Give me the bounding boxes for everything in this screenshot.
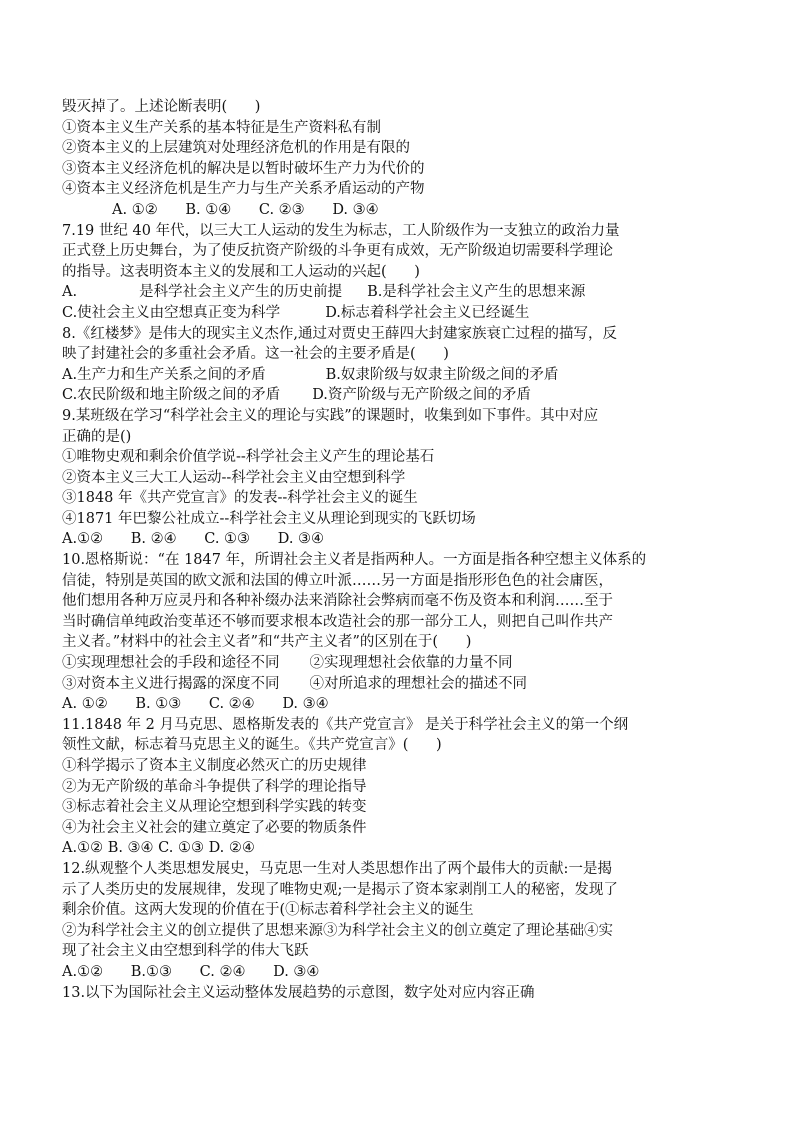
option-b: B.是科学社会主义产生的思想来源 [367,284,586,301]
question-stem: 正式登上历史舞台，为了使反抗资产阶级的斗争更有成效，无产阶级迫切需要科学理论 [62,243,613,260]
answer-options-row [62,385,738,406]
statement: ①资本主义生产关系的基本特征是生产资料私有制 [62,119,381,136]
question-stem: 8.《红楼梦》是伟大的现实主义杰作,通过对贾史王薛四大封建家族衰亡过程的描写，反 [62,325,617,342]
option-c: C.使社会主义由空想真正变为科学 [62,304,281,321]
question-stem: 示了人类历史的发展规律，发现了唯物史观;一是揭示了资本家剥削工人的秘密，发现了 [62,881,618,898]
statement-row [62,653,738,674]
answer-options: A.①② B. ②④ C. ①③ D. ③④ [62,531,325,548]
option-c: C.农民阶级和地主阶级之间的矛盾 [62,387,281,404]
statement: ④为社会主义社会的建立奠定了必要的物质条件 [62,819,367,836]
answer-options: A.①② B.①③ C. ②④ D. ③④ [62,963,320,980]
statement: ①实现理想社会的手段和途径不同 [62,655,280,672]
question-stem: 10.恩格斯说：“在 1847 年，所谓社会主义者是指两种人。一方面是指各种空想主义体系的 [62,552,647,569]
statement: ②为无产阶级的革命斗争提供了科学的理论指导 [62,778,367,795]
question-6-continuation [62,97,738,221]
option-a-letter: A. [62,284,78,301]
statement: ②实现理想社会依靠的力量不同 [309,655,513,672]
question-12 [62,859,738,983]
question-stem: 11.1848 年 2 月马克思、恩格斯发表的《共产党宣言》 是关于科学社会主义的第一个纲 [62,716,629,733]
question-stem: 信徒，特别是英国的欧文派和法国的傅立叶派……另一方面是指形形色色的社会庸医， [62,572,613,589]
question-7 [62,221,738,324]
question-stem: 7.19 世纪 40 年代，以三大工人运动的发生为标志，工人阶级作为一支独立的政治力量 [62,222,620,239]
question-11 [62,715,738,859]
statement: ③1848 年《共产党宣言》的发表--科学社会主义的诞生 [62,490,418,507]
answer-options: A. ①② B. ①③ C. ②④ D. ③④ [62,696,329,713]
answer-options: A. ①② B. ①④ C. ②③ D. ③④ [112,201,379,218]
question-13 [62,983,738,1004]
option-d: D.标志着科学社会主义已经诞生 [325,304,530,321]
answer-options-row [62,303,738,324]
question-stem: 他们想用各种万应灵丹和各种补缀办法来消除社会弊病而毫不伤及资本和利润……至于 [62,593,613,610]
statement: ④资本主义经济危机是生产力与生产关系矛盾运动的产物 [62,181,425,198]
answer-options: A.①② B. ③④ C. ①③ D. ②④ [62,840,255,857]
question-stem: 映了封建社会的多重社会矛盾。这一社会的主要矛盾是( ) [62,346,449,363]
question-10 [62,550,738,715]
question-stem: 主义者。”材料中的社会主义者”和“共产主义者”的区别在于( ) [62,634,472,651]
statement: ④1871 年巴黎公社成立--科学社会主义从理论到现实的飞跃切场 [62,510,476,527]
statement-row [62,674,738,695]
option-b: B.奴隶阶级与奴隶主阶级之间的矛盾 [325,366,559,383]
option-a: 是科学社会主义产生的历史前提 [139,284,343,301]
question-stem: 毁灭掉了。上述论断表明( ) [62,99,261,115]
question-stem: 9.某班级在学习“科学社会主义的理论与实践”的课题时，收集到如下事件。其中对应 [62,407,599,424]
answer-options-row [62,365,738,386]
answer-options-row [62,282,738,303]
exam-page [62,97,738,1003]
statement: ②资本主义的上层建筑对处理经济危机的作用是有限的 [62,140,410,157]
option-a: A.生产力和生产关系之间的矛盾 [62,366,266,383]
question-stem: 剩余价值。这两大发现的价值在于(①标志着科学社会主义的诞生 [62,902,474,919]
question-stem: 正确的是() [62,428,132,445]
question-9 [62,406,738,550]
question-stem: 现了社会主义由空想到科学的伟大飞跃 [62,943,309,960]
question-8 [62,324,738,406]
question-stem: 13.以下为国际社会主义运动整体发展趋势的示意图，数字处对应内容正确 [62,984,535,1001]
statement: ④对所追求的理想社会的描述不同 [309,675,527,692]
statement: ①唯物史观和剩余价值学说--科学社会主义产生的理论基石 [62,449,435,466]
question-stem: 当时确信单纯政治变革还不够而要求根本改造社会的那一部分工人，则把自己叫作共产 [62,613,613,630]
statement: ③对资本主义进行揭露的深度不同 [62,675,280,692]
question-stem: 12.纵观整个人类思想发展史，马克思一生对人类思想作出了两个最伟大的贡献:一是揭 [62,860,612,877]
statement: ③资本主义经济危机的解决是以暂时破坏生产力为代价的 [62,160,425,177]
statement: ③标志着社会主义从理论空想到科学实践的转变 [62,799,367,816]
question-stem: 领性文献，标志着马克思主义的诞生。《共产党宣言》( ) [62,737,442,754]
statement: ①科学揭示了资本主义制度必然灭亡的历史规律 [62,758,367,774]
statement: ②资本主义三大工人运动--科学社会主义由空想到科学 [62,469,406,486]
question-stem: 的指导。这表明资本主义的发展和工人运动的兴起( ) [62,263,420,280]
question-stem: ②为科学社会主义的创立提供了思想来源③为科学社会主义的创立奠定了理论基础④实 [62,922,613,939]
option-d: D.资产阶级与无产阶级之间的矛盾 [312,387,531,404]
